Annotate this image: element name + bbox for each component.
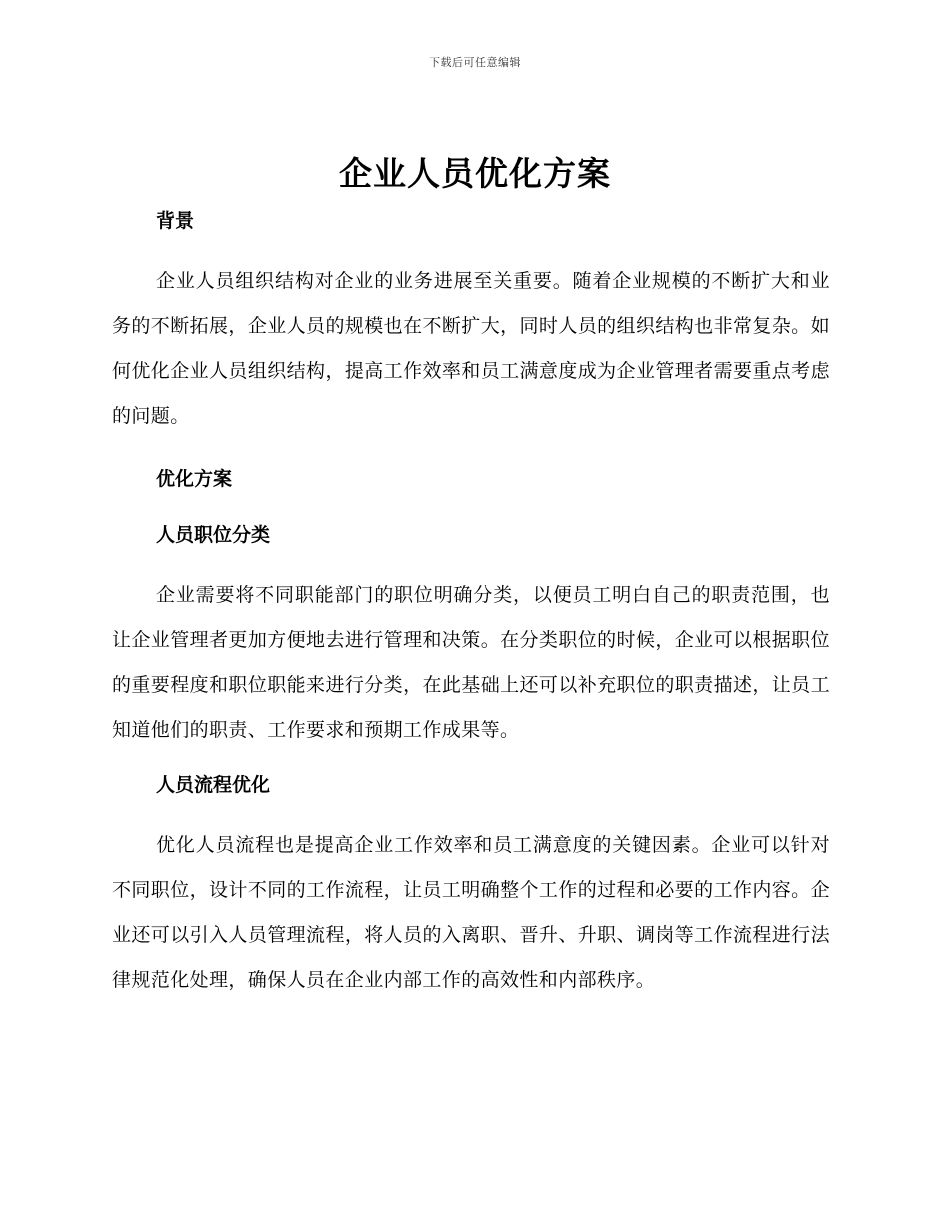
paragraph-position-classification: 企业需要将不同职能部门的职位明确分类，以便员工明白自己的职责范围，也让企业管理者更加方便地去进行管理和决策。在分类职位的时候，企业可以根据职位的重要程度和职位职能来进行分类，在此基础上还可以补充职位的职责描述，让员工知道他们的职责、工作要求和预期工作成果等。: [112, 584, 830, 741]
header-note: 下载后可任意编辑: [429, 56, 521, 69]
paragraph-process-optimization: 优化人员流程也是提高企业工作效率和员工满意度的关键因素。企业可以针对不同职位，设计不同的工作流程，让员工明确整个工作的过程和必要的工作内容。企业还可以引入人员管理流程，将人员的入离职、晋升、升职、调岗等工作流程进行法律规范化处理，确保人员在企业内部工作的高效性和内部秩序。: [112, 834, 830, 991]
heading-position-classification: 人员职位分类: [156, 524, 271, 546]
document-title: 企业人员优化方案: [339, 154, 611, 193]
heading-optimization: 优化方案: [156, 468, 233, 490]
paragraph-background: 企业人员组织结构对企业的业务进展至关重要。随着企业规模的不断扩大和业务的不断拓展，企业人员的规模也在不断扩大，同时人员的组织结构也非常复杂。如何优化企业人员组织结构，提高工作效率和员工满意度成为企业管理者需要重点考虑的问题。: [112, 270, 830, 427]
heading-background: 背景: [156, 210, 195, 232]
heading-process-optimization: 人员流程优化: [156, 774, 271, 796]
document-body: [112, 205, 830, 1003]
